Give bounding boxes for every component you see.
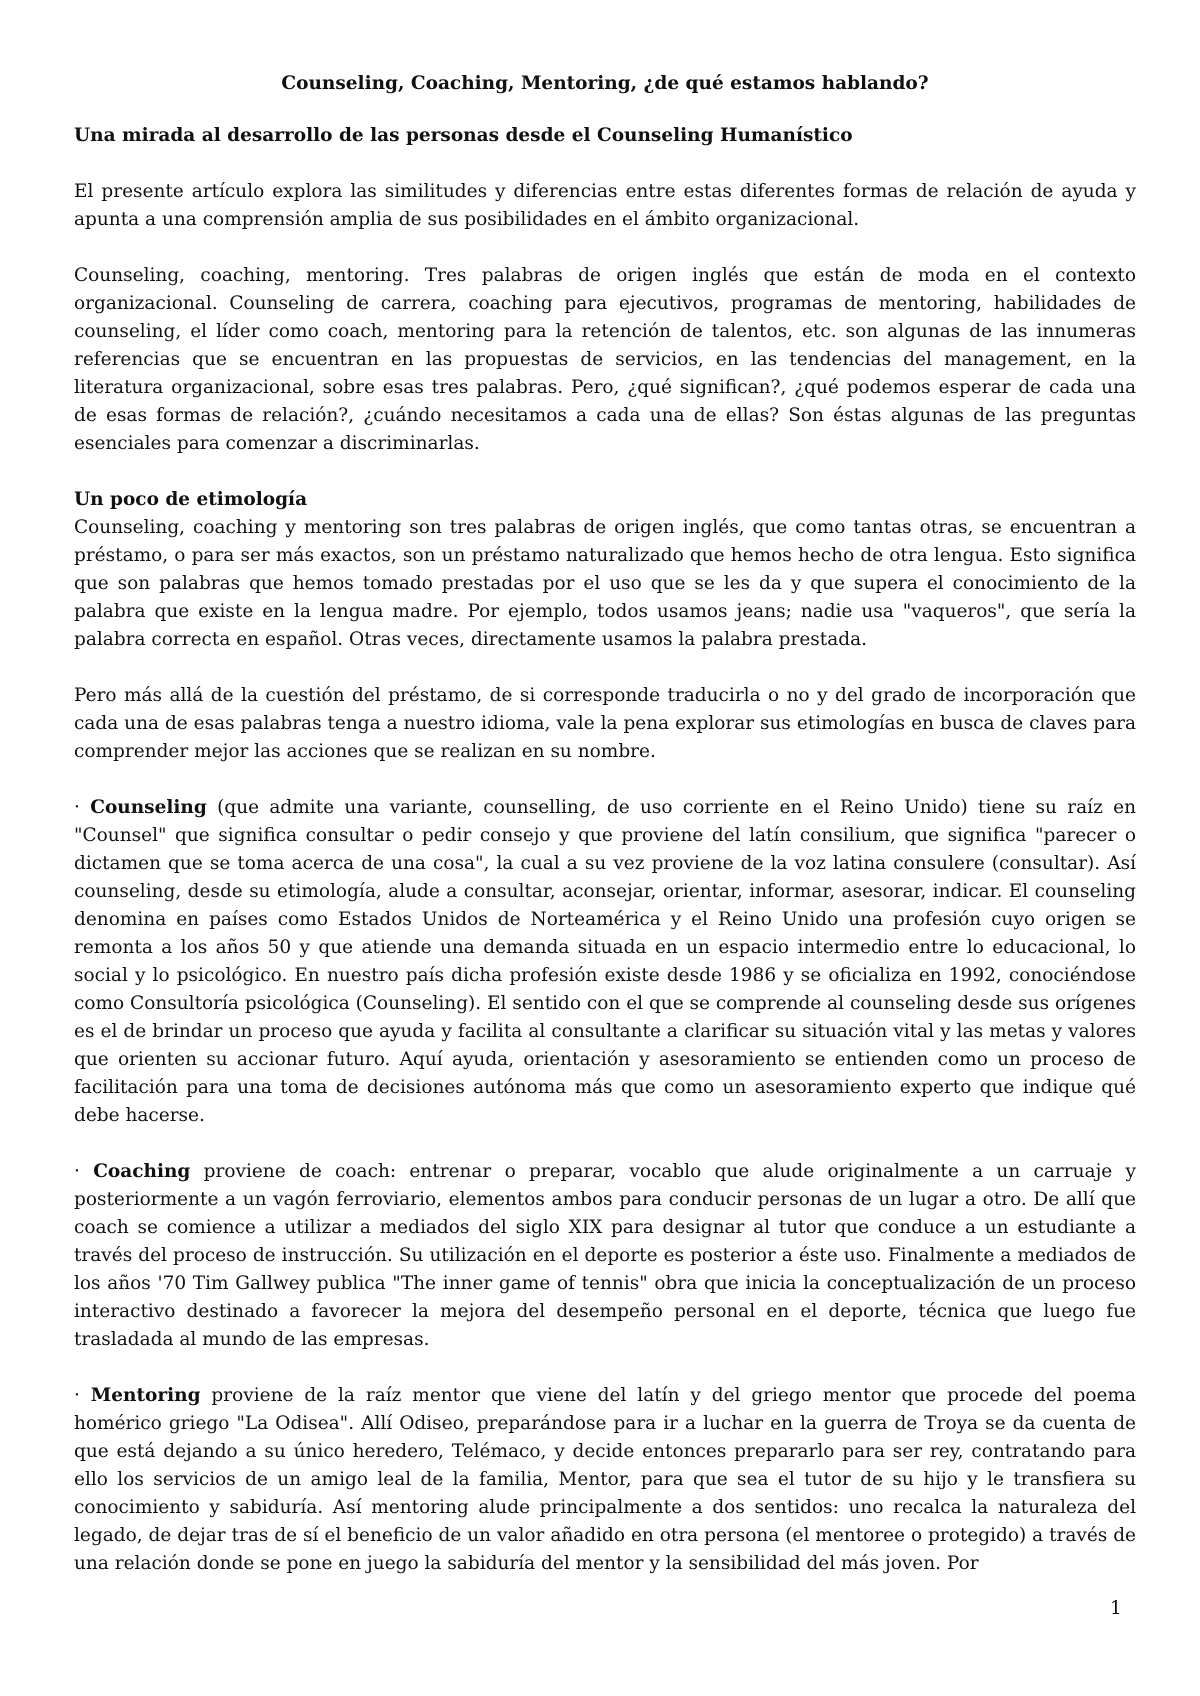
bullet-icon: ·	[74, 1161, 94, 1182]
section-heading: Un poco de etimología	[74, 489, 308, 510]
term-description: proviene de la raíz mentor que viene del latín y del griego mentor que procede del poema homérico griego "La Odisea". Allí Odiseo, preparándose para ir a luchar en la guerra de Troya se da cuenta de que está dejando a su único heredero, Telémaco, y decide entonces prepararlo para ser rey, contratando para ello los servicios de un amigo leal de la familia, Mentor, para que sea el tutor de su hijo y le transfiera su conocimiento y sabiduría. Así mentoring alude principalmente a dos sentidos: uno recalca la naturaleza del legado, de dejar tras de sí el beneficio de un valor añadido en otra persona (el mentoree o protegido) a través de una relación donde se pone en juego la sabiduría del mentor y la sensibilidad del más joven. Por	[74, 1385, 1136, 1574]
intro-paragraph: El presente artículo explora las similitudes y diferencias entre estas diferentes formas de relación de ayuda y apunta a una comprensión amplia de sus posibilidades en el ámbito organizacional.	[74, 181, 1136, 230]
list-item-mentoring	[74, 1382, 1136, 1578]
document-subtitle: Una mirada al desarrollo de las personas desde el Counseling Humanístico	[74, 125, 853, 146]
document-title: Counseling, Coaching, Mentoring, ¿de qué estamos hablando?	[281, 73, 929, 94]
bullet-icon: ·	[74, 797, 91, 818]
term-label: Coaching	[93, 1161, 191, 1182]
bullet-icon: ·	[74, 1385, 91, 1406]
term-description: proviene de coach: entrenar o preparar, vocablo que alude originalmente a un carruaje y posteriormente a un vagón ferroviario, elementos ambos para conducir personas de un lugar a otro. De allí que coach se comience a utilizar a mediados del siglo XIX para designar al tutor que conduce a un estudiante a través del proceso de instrucción. Su utilización en el deporte es posterior a éste uso. Finalmente a mediados de los años '70 Tim Gallwey publica "The inner game of tennis" obra que inicia la conceptualización de un proceso interactivo destinado a favorecer la mejora del desempeño personal en el deporte, técnica que luego fue trasladada al mundo de las empresas.	[74, 1161, 1136, 1350]
page-number: 1	[1110, 1598, 1122, 1619]
list-item-counseling	[74, 794, 1136, 1130]
term-description: (que admite una variante, counselling, de uso corriente en el Reino Unido) tiene su raíz en "Counsel" que significa consultar o pedir consejo y que proviene del latín consilium, que significa "parecer o dictamen que se toma acerca de una cosa", la cual a su vez proviene de la voz latina consulere (consultar). Así counseling, desde su etimología, alude a consultar, aconsejar, orientar, informar, asesorar, indicar. El counseling denomina en países como Estados Unidos de Norteamérica y el Reino Unido una profesión cuyo origen se remonta a los años 50 y que atiende una demanda situada en un espacio intermedio entre lo educacional, lo social y lo psicológico. En nuestro país dicha profesión existe desde 1986 y se oficializa en 1992, conociéndose como Consultoría psicológica (Counseling). El sentido con el que se comprende al counseling desde sus orígenes es el de brindar un proceso que ayuda y facilita al consultante a clarificar su situación vital y las metas y valores que orienten su accionar futuro. Aquí ayuda, orientación y asesoramiento se entienden como un proceso de facilitación para una toma de decisiones autónoma más que como un asesoramiento experto que indique qué debe hacerse.	[74, 797, 1137, 1126]
body-paragraph: Counseling, coaching, mentoring. Tres palabras de origen inglés que están de moda en el contexto organizacional. Counseling de carrera, coaching para ejecutivos, programas de mentoring, habilidades de counseling, el líder como coach, mentoring para la retención de talentos, etc. son algunas de las innumeras referencias que se encuentran en las propuestas de servicios, en las tendencias del management, en la literatura organizacional, sobre esas tres palabras. Pero, ¿qué significan?, ¿qué podemos esperar de cada una de esas formas de relación?, ¿cuándo necesitamos a cada una de ellas? Son éstas algunas de las preguntas esenciales para comenzar a discriminarlas.	[74, 265, 1136, 454]
term-label: Counseling	[90, 797, 207, 818]
section-paragraph: Pero más allá de la cuestión del préstamo, de si corresponde traducirla o no y del grado de incorporación que cada una de esas palabras tenga a nuestro idioma, vale la pena explorar sus etimologías en busca de claves para comprender mejor las acciones que se realizan en su nombre.	[74, 685, 1136, 762]
list-item-coaching	[74, 1158, 1136, 1354]
term-label: Mentoring	[90, 1385, 201, 1406]
document-page	[74, 70, 1136, 1606]
section-paragraph: Counseling, coaching y mentoring son tres palabras de origen inglés, que como tantas otras, se encuentran a préstamo, o para ser más exactos, son un préstamo naturalizado que hemos hecho de otra lengua. Esto significa que son palabras que hemos tomado prestadas por el uso que se les da y que supera el conocimiento de la palabra que existe en la lengua madre. Por ejemplo, todos usamos jeans; nadie usa "vaqueros", que sería la palabra correcta en español. Otras veces, directamente usamos la palabra prestada.	[74, 517, 1136, 650]
